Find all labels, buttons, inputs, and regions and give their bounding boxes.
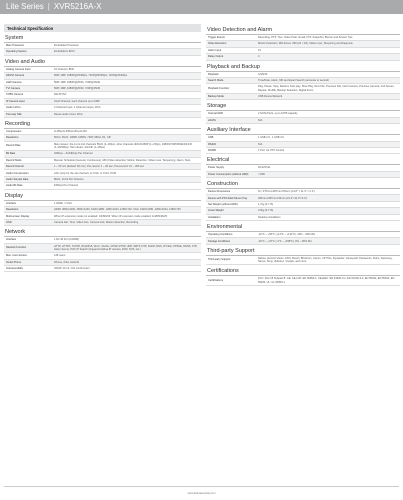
- spec-key: Audio Bit Rate: [6, 184, 23, 188]
- spec-value: 1 ~ 60 min (default: 60 min), Pre-record: 1 ~ 30 sec, Post-record: 10 ~ 300 sec: [54, 165, 145, 169]
- spec-value: -10°C ~ +55°C (+14°F ~ +131°F), 10% ~ 90% RH: [258, 233, 316, 237]
- spec-value: Desktop installation: [258, 215, 281, 219]
- spec-key: OSD: [6, 220, 12, 224]
- spec-value: USB Device/Network: [258, 95, 283, 99]
- spec-value: 32Kbps ~ 6144Kbps Per Channel: [54, 152, 93, 156]
- spec-value: N/A: [258, 118, 263, 122]
- section-title: Recording: [4, 120, 201, 129]
- spec-value: Motion Detection, MD Zones: 396 (22 × 18), Video Loss, Tampering and Diagnosis: [258, 42, 353, 46]
- spec-key: eSATA: [208, 118, 216, 122]
- spec-row: [206, 238, 400, 244]
- spec-section: [206, 180, 400, 221]
- spec-key: Device Dimensions: [208, 190, 231, 194]
- spec-value: 1 HDMI, 1 VGA: [54, 201, 72, 205]
- spec-value: 5MP, 4MP, 1080P@25/30, 720P@25/30: [54, 80, 101, 84]
- spec-section: [4, 228, 201, 272]
- spec-value: 1 RJ-45 Port (1000M): [54, 238, 79, 242]
- spec-value: 1 Port, for PTZ Control: [258, 148, 285, 152]
- spec-value: Time/Date, Alarm, MD and Exact Search (accurate to second): [258, 79, 329, 83]
- section-title: System: [4, 34, 201, 43]
- spec-section: [206, 156, 400, 178]
- spec-value: Embedded LINUX: [54, 50, 75, 54]
- spec-key: Audio Compression: [6, 171, 29, 175]
- spec-key: Backup Mode: [208, 95, 224, 99]
- spec-key: Relay Output: [208, 55, 224, 59]
- spec-row: [206, 256, 400, 266]
- spec-key: Net Weight (without HDD): [208, 202, 238, 206]
- spec-key: Resolution: [6, 136, 19, 140]
- spec-value: AAC (only for the 1st channel), G.711A, G.711U, PCM: [54, 171, 117, 175]
- spec-value: 5MP, 4MP, 1080P@25/30, 720P@25/30: [54, 87, 101, 91]
- section-title: Environmental: [206, 223, 400, 232]
- spec-value: 3: [258, 55, 260, 59]
- spec-value: Recording, PTZ, Tour, Video Push, Email, FTP, Snapshot, Buzzer and Screen Tips: [258, 36, 353, 40]
- spec-key: Operating System: [6, 50, 27, 54]
- spec-key: Operating Conditions: [208, 233, 233, 237]
- right-column: [206, 24, 400, 286]
- section-title: Auxiliary Interface: [206, 126, 400, 135]
- spec-key: RS232: [208, 142, 216, 146]
- spec-key: Max. User Access: [6, 254, 27, 258]
- spec-value: 128 users: [54, 254, 66, 258]
- left-sections: [4, 34, 201, 272]
- section-title: Playback and Backup: [206, 63, 400, 72]
- model-name: XVR5216A-X: [53, 2, 102, 11]
- section-title: Third-party Support: [206, 247, 400, 256]
- spec-section: [206, 26, 400, 61]
- spec-key: Installation: [208, 215, 221, 219]
- spec-row: [206, 94, 400, 100]
- spec-key: Storage Conditions: [208, 239, 231, 243]
- spec-key: IP Camera Input: [6, 99, 25, 103]
- spec-key: Smart Phone: [6, 260, 22, 264]
- spec-row: [206, 276, 400, 286]
- spec-value: PAL/NTSC: [54, 93, 67, 97]
- spec-key: Search Mode: [208, 79, 224, 83]
- spec-value: 64Kbps Per Channel: [54, 184, 78, 188]
- section-title: Certifications: [206, 267, 400, 276]
- spec-row: [206, 148, 400, 154]
- footer-url[interactable]: www.dahuasecurity.com: [187, 492, 216, 495]
- series-name: Lite Series: [6, 2, 44, 11]
- spec-key: Device with PS1 Rack Mount Tray: [208, 196, 248, 200]
- spec-section: [4, 120, 201, 190]
- spec-key: Power Consumption (without HDD): [208, 172, 249, 176]
- spec-value: 3.0kg (6.7 lb): [258, 209, 274, 213]
- spec-value: 2 SATA Ports, up to 10TB capacity: [258, 112, 298, 116]
- spec-value: 1U, 375mm×287mm×53mm (14.8" × 11.3" × 2.1"): [258, 190, 315, 194]
- spec-key: TVI Camera: [6, 87, 20, 91]
- spec-key: Playback Function: [208, 87, 230, 91]
- spec-value: FCC: Part 15 Subpart B. CE: CE-LVD: EN 60950-1; CE-EMC: EN 61000-3-2, EN 61000-3-3, EN 55032, EN 55024, EN 55024. UL: UL 60950-1: [258, 277, 395, 284]
- spec-value: N/A: [258, 142, 263, 146]
- header-series: [6, 2, 101, 11]
- header-bar: [0, 0, 403, 14]
- spec-key: Internal HDD: [208, 112, 223, 116]
- section-title: Video Detection and Alarm: [206, 26, 400, 35]
- spec-key: Certifications: [208, 279, 223, 283]
- spec-value: Manual, Schedule (General, Continuous), MD (Video detection: Motion Detection, Video Loss, Tampering), Alarm, Stop: [54, 158, 191, 162]
- spec-value: ONVIF 16.12, CGI Conformant: [54, 267, 90, 271]
- spec-key: Two-way Talk: [6, 112, 22, 116]
- spec-key: Record Rate: [6, 144, 21, 148]
- footer-divider: [4, 486, 399, 487]
- spec-section: [206, 126, 400, 154]
- spec-section: [206, 223, 400, 245]
- spec-key: Multi-screen Display: [6, 214, 30, 218]
- spec-section: [4, 192, 201, 227]
- spec-key: Analog Camera Input: [6, 67, 31, 71]
- left-column: [4, 24, 201, 272]
- spec-key: Alarm Input: [208, 48, 222, 52]
- spec-value: 1.7kg (3.7 lb): [258, 202, 274, 206]
- spec-key: Audio In/Out: [6, 106, 21, 110]
- spec-key: RS485: [208, 148, 216, 152]
- spec-key: HDCVI Camera: [6, 74, 25, 78]
- spec-value: <10W: [258, 172, 265, 176]
- spec-value: Reuse audio in/out, RCA: [54, 112, 83, 116]
- spec-value: Camera title, Time, Video loss, Camera lock, Motion detection, Recording: [54, 220, 139, 224]
- spec-key: Main Processor: [6, 44, 25, 48]
- spec-row: [206, 215, 400, 221]
- spec-section: [206, 102, 400, 124]
- spec-key: Interface: [6, 238, 17, 242]
- spec-key: AHD Camera: [6, 80, 22, 84]
- spec-key: Bit Rate: [6, 152, 16, 156]
- spec-row: [206, 54, 400, 60]
- spec-value: HTTP, HTTPS, TCP/IP, IPv4/IPv6, Wi-Fi, 3G/4G, UPNP, RTSP, UDP, SMTP, NTP, DHCP, DNS, IP Filter, PPPoE, DDNS, FTP, Alarm Server, P2P, IP Search (Supports Dahua IP camera, DVR, NVS, etc.): [54, 244, 198, 251]
- spec-row: [4, 220, 201, 226]
- spec-section: [4, 58, 201, 118]
- spec-key: Compression: [6, 130, 22, 133]
- spec-row: [4, 112, 201, 118]
- section-title: Storage: [206, 102, 400, 111]
- spec-title: Technical Specification: [4, 24, 201, 32]
- spec-row: [206, 172, 400, 178]
- spec-row: [4, 266, 201, 272]
- spec-key: Resolution: [6, 208, 19, 212]
- spec-row: [206, 84, 400, 94]
- spec-key: Network Function: [6, 246, 27, 250]
- section-title: Construction: [206, 180, 400, 189]
- spec-value: DC12V/4A: [258, 166, 271, 170]
- spec-section: [206, 267, 400, 286]
- spec-row: [206, 118, 400, 124]
- spec-value: iPhone, iPad, Android: [54, 260, 79, 264]
- spec-key: Interface: [6, 201, 17, 205]
- spec-row: [4, 142, 201, 152]
- spec-value: 4 Channel Input, 1 Channel output, RCA: [54, 106, 101, 110]
- spec-key: Record Mode: [6, 158, 22, 162]
- spec-key: Audio Sample Rate: [6, 177, 29, 181]
- spec-value: 16: [258, 48, 261, 52]
- spec-value: -20°C ~ +70°C (-4°F ~ +158°F), 0% ~ 90% RH: [258, 239, 312, 243]
- spec-key: USB: [208, 136, 214, 140]
- spec-key: Gross Weight: [208, 209, 224, 213]
- spec-value: Main stream: the 1st & 2nd channels 5M-N (1~10fps), other channels 4M-N/1080P (1~15fps), 1080N/720P/960H/D1/CIF (1~25/30fps). Sub stream: D1/CIF (1~15fps): [54, 142, 193, 149]
- spec-key: CVBS Camera: [6, 93, 24, 97]
- spec-value: H.265+/H.265/H.264+/H.264: [54, 130, 87, 133]
- spec-value: 483mm×287mm×60mm (19.0"×11.3"×2.4"): [258, 196, 308, 200]
- section-title: Video and Audio: [4, 58, 201, 67]
- spec-value: Play, Pause, Stop, Rewind, Fast play, Slow Play, Next File, Previous File, Next Camera, Previous Camera, Full Screen, Repeat, Shuffle, Backup Selection, Digital Zoom: [258, 85, 395, 92]
- spec-value: 16+8 Channel, each channel up to 6MP: [54, 99, 100, 103]
- spec-value: 5M-N, 4M-N, 1080P, 1080N, 720P, 960H, D1, CIF: [54, 136, 111, 140]
- spec-key: Video Detection: [208, 42, 227, 46]
- spec-row: [4, 183, 201, 189]
- spec-key: Power Supply: [208, 166, 225, 170]
- section-title: Display: [4, 192, 201, 201]
- section-title: Network: [4, 228, 201, 237]
- spec-row: [4, 49, 201, 55]
- spec-value: HDMI: 3840×2160, 2560×1440, 1920×1080, 1280×1024, 1280×720. VGA: 1920×1080, 1280×1024, 1280×720: [54, 208, 181, 212]
- section-title: Electrical: [206, 156, 400, 165]
- spec-value: When IP extension mode not enabled: 1/4/8/9/16. When IP extension mode enabled: 1/4/8/9/16/25: [54, 214, 168, 218]
- right-sections: [206, 26, 400, 286]
- spec-key: Trigger Events: [208, 36, 225, 40]
- spec-value: Embedded Processor: [54, 44, 79, 48]
- spec-section: [4, 34, 201, 56]
- spec-value: 8KHz, 16 bit Per Channel: [54, 177, 84, 181]
- spec-key: Third-party Support: [208, 258, 231, 262]
- spec-section: [206, 63, 400, 101]
- spec-value: 1/4/9/16: [258, 72, 268, 76]
- spec-key: Record Interval: [6, 165, 24, 169]
- spec-value: 1 USB 2.0 , 1 USB 3.0: [258, 136, 284, 140]
- spec-key: Interoperability: [6, 267, 24, 271]
- spec-key: Playback: [208, 72, 219, 76]
- spec-value: Dahua, Arecont Vision, AXIS, Bosch, Brickcom, Canon, CP Plus, Dynacolor, Honeywell, Panasonic, Pelco, Samsung, Sanyo, Sony, Videotec, Vivotek, and more: [258, 256, 393, 264]
- spec-value: 5MP, 4MP, 1080P@25/30fps, 720P@50/60fps, 720P@25/30fps: [54, 74, 128, 78]
- spec-row: [4, 244, 201, 254]
- spec-section: [206, 247, 400, 266]
- header-divider: |: [47, 2, 50, 11]
- spec-value: 16 Channel, BNC: [54, 67, 75, 71]
